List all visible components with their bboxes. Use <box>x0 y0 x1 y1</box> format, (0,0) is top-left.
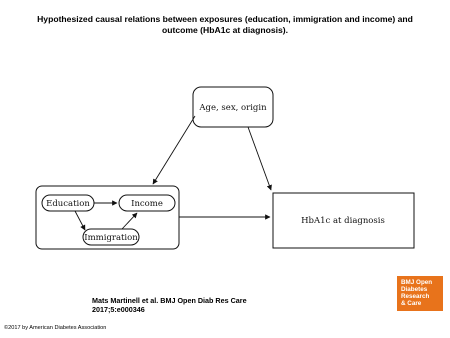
title-line-1: Hypothesized causal relations between exposures (education, immigration and income) and <box>37 14 413 24</box>
confounders-label: Age, sex, origin <box>199 103 267 113</box>
logo-line-1: BMJ Open <box>401 279 433 286</box>
education-label: Education <box>46 199 90 209</box>
income-node <box>119 195 175 211</box>
citation-line-2: 2017;5:e000346 <box>92 305 145 314</box>
immigration-node <box>83 229 139 245</box>
title-line-2: outcome (HbA1c at diagnosis). <box>161 25 289 35</box>
education-node <box>42 195 94 211</box>
outcome-node <box>273 193 414 248</box>
citation-line-1: Mats Martinell et al. BMJ Open Diab Res Care <box>92 296 247 305</box>
journal-logo <box>397 276 443 311</box>
logo-line-4: & Care <box>401 300 422 308</box>
immigration-label: Immigration <box>84 233 138 243</box>
citation <box>92 296 247 314</box>
copyright-text: ©2017 by American Diabetes Association <box>4 325 107 331</box>
logo-line-2: Diabetes <box>401 286 428 294</box>
logo-line-3: Research <box>401 293 430 301</box>
arrow-confounders-to-exposures <box>153 116 195 184</box>
income-label: Income <box>131 199 163 209</box>
arrow-confounders-to-outcome <box>248 127 271 190</box>
confounders-node <box>193 87 273 127</box>
outcome-label: HbA1c at diagnosis <box>301 216 385 226</box>
